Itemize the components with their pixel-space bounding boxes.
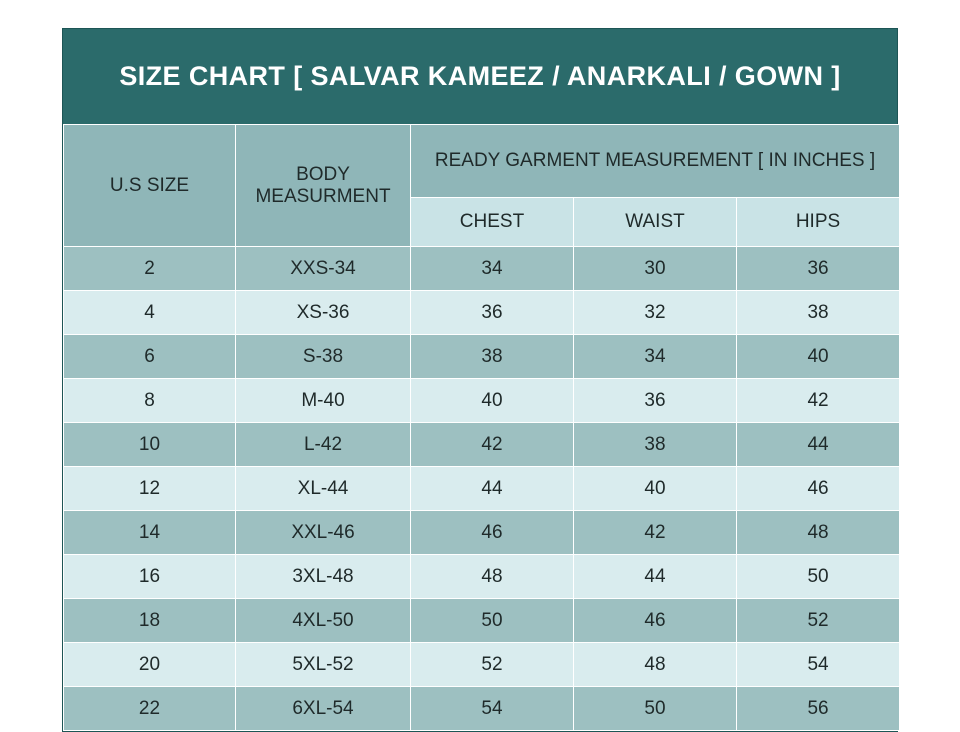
table-row bbox=[64, 511, 900, 555]
column-header-ready-garment: READY GARMENT MEASUREMENT [ IN INCHES ] bbox=[411, 125, 900, 198]
cell-hips: 54 bbox=[737, 643, 900, 687]
table-container bbox=[62, 124, 898, 732]
cell-chest: 38 bbox=[411, 335, 574, 379]
table-row bbox=[64, 335, 900, 379]
cell-hips: 36 bbox=[737, 247, 900, 291]
cell-us-size: 18 bbox=[64, 599, 236, 643]
cell-body-measurement: 3XL-48 bbox=[236, 555, 411, 599]
cell-waist: 32 bbox=[574, 291, 737, 335]
cell-hips: 38 bbox=[737, 291, 900, 335]
cell-hips: 42 bbox=[737, 379, 900, 423]
cell-hips: 52 bbox=[737, 599, 900, 643]
cell-chest: 54 bbox=[411, 687, 574, 731]
cell-waist: 40 bbox=[574, 467, 737, 511]
cell-body-measurement: 6XL-54 bbox=[236, 687, 411, 731]
cell-us-size: 4 bbox=[64, 291, 236, 335]
cell-us-size: 14 bbox=[64, 511, 236, 555]
cell-body-measurement: XXL-46 bbox=[236, 511, 411, 555]
cell-hips: 46 bbox=[737, 467, 900, 511]
table-row bbox=[64, 643, 900, 687]
cell-waist: 50 bbox=[574, 687, 737, 731]
cell-hips: 48 bbox=[737, 511, 900, 555]
size-chart-table bbox=[63, 124, 900, 731]
cell-body-measurement: XS-36 bbox=[236, 291, 411, 335]
header-row-primary bbox=[64, 125, 900, 198]
cell-waist: 48 bbox=[574, 643, 737, 687]
table-row bbox=[64, 687, 900, 731]
column-header-us-size: U.S SIZE bbox=[64, 125, 236, 247]
cell-waist: 44 bbox=[574, 555, 737, 599]
table-header bbox=[64, 125, 900, 247]
cell-us-size: 16 bbox=[64, 555, 236, 599]
column-header-waist: WAIST bbox=[574, 198, 737, 247]
column-header-chest: CHEST bbox=[411, 198, 574, 247]
cell-hips: 50 bbox=[737, 555, 900, 599]
cell-chest: 34 bbox=[411, 247, 574, 291]
size-chart bbox=[62, 28, 898, 719]
cell-waist: 30 bbox=[574, 247, 737, 291]
cell-body-measurement: XL-44 bbox=[236, 467, 411, 511]
cell-us-size: 20 bbox=[64, 643, 236, 687]
cell-body-measurement: M-40 bbox=[236, 379, 411, 423]
cell-body-measurement: 4XL-50 bbox=[236, 599, 411, 643]
cell-us-size: 6 bbox=[64, 335, 236, 379]
table-row bbox=[64, 423, 900, 467]
chart-title-bar bbox=[62, 28, 898, 124]
cell-us-size: 2 bbox=[64, 247, 236, 291]
cell-hips: 40 bbox=[737, 335, 900, 379]
table-row bbox=[64, 291, 900, 335]
cell-waist: 36 bbox=[574, 379, 737, 423]
table-row bbox=[64, 467, 900, 511]
table-body bbox=[64, 247, 900, 731]
cell-chest: 36 bbox=[411, 291, 574, 335]
cell-waist: 46 bbox=[574, 599, 737, 643]
column-header-body-measurement: BODY MEASURMENT bbox=[236, 125, 411, 247]
cell-chest: 42 bbox=[411, 423, 574, 467]
table-row bbox=[64, 247, 900, 291]
cell-chest: 52 bbox=[411, 643, 574, 687]
cell-body-measurement: S-38 bbox=[236, 335, 411, 379]
cell-hips: 44 bbox=[737, 423, 900, 467]
cell-body-measurement: XXS-34 bbox=[236, 247, 411, 291]
column-header-hips: HIPS bbox=[737, 198, 900, 247]
cell-us-size: 10 bbox=[64, 423, 236, 467]
cell-chest: 46 bbox=[411, 511, 574, 555]
page-title: SIZE CHART [ SALVAR KAMEEZ / ANARKALI / GOWN ] bbox=[119, 61, 841, 91]
cell-us-size: 12 bbox=[64, 467, 236, 511]
table-row bbox=[64, 555, 900, 599]
cell-hips: 56 bbox=[737, 687, 900, 731]
cell-body-measurement: L-42 bbox=[236, 423, 411, 467]
table-row bbox=[64, 379, 900, 423]
cell-body-measurement: 5XL-52 bbox=[236, 643, 411, 687]
cell-waist: 38 bbox=[574, 423, 737, 467]
cell-waist: 34 bbox=[574, 335, 737, 379]
cell-chest: 48 bbox=[411, 555, 574, 599]
cell-chest: 40 bbox=[411, 379, 574, 423]
cell-chest: 50 bbox=[411, 599, 574, 643]
cell-chest: 44 bbox=[411, 467, 574, 511]
table-row bbox=[64, 599, 900, 643]
cell-us-size: 22 bbox=[64, 687, 236, 731]
cell-us-size: 8 bbox=[64, 379, 236, 423]
cell-waist: 42 bbox=[574, 511, 737, 555]
